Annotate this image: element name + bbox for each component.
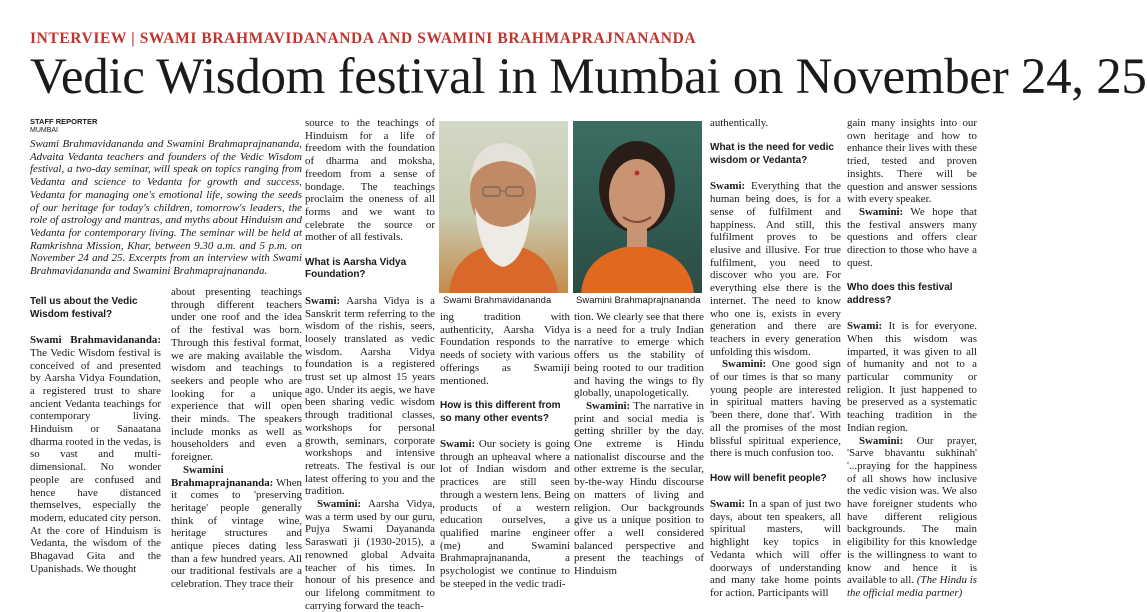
answer-text: When it comes to 'preserving heritage' people generally think of vintage wine, heritage structures and antique pieces dating less than a few hundred years. All our traditional festivals are a celebration. They trace their <box>171 476 302 591</box>
speaker-name: Swamini: <box>859 205 904 218</box>
answer-text: One good sign of our times is that so many young people are interested in spiritual matters having 'been there, done that'. With all the promises of the most blissful spiritual experience, there is much confusion too. <box>710 358 841 460</box>
question: Tell us about the Vedic Wisdom festival? <box>30 296 138 320</box>
speaker-name: Swamini: <box>586 399 631 412</box>
answer-paragraph <box>30 334 161 575</box>
question: Who does this festival address? <box>847 282 953 306</box>
answer-paragraph <box>710 180 841 358</box>
paragraph: source to the teachings of Hinduism for a life of freedom with the foundation of dharma and moksha, freedom from a sense of bondage. The teachings proclaim the oneness of all forms and we want to celebrate the source or mother of all festivals. <box>305 117 435 244</box>
column-3 <box>305 117 436 612</box>
answer-text: Aarsha Vidya, was a term used by our guru, Pujya Swami Dayananda Saraswati ji (1930-2015), a renowned global Advaita teacher of his times. In honour of his presence and our lifelong commitment to carrying forward the teach- <box>305 498 435 612</box>
answer-text: Everything that the human being does, is for a sense of fulfilment and happiness. And still, this fulfilment proves to be elusive and illusive. For true fulfilment, you need to discover who you are. For everything else there is the internet. The need to know who one is, exists in every generation and there are teachers in every generation unfolding this wisdom. <box>710 180 841 358</box>
byline-place: MUMBAI <box>30 127 58 134</box>
speaker-name: Swami: <box>440 438 476 450</box>
speaker-name: Swami: <box>710 498 746 511</box>
section-kicker: INTERVIEW | SWAMI BRAHMAVIDANANDA AND SWAMINI BRAHMAPRAJNANANDA <box>30 30 697 47</box>
paragraph: gain many insights into our own heritage and how to enhance their lives with these tried, tested and proven insights. There will be question and answer sessions with every speaker. <box>847 117 977 206</box>
answer-paragraph <box>305 498 435 612</box>
answer-paragraph <box>710 358 841 460</box>
answer-text: In a span of just two days, about ten speakers, all spiritual masters, will highlight key topics in Vedanta which will offer doorways of understanding and many take home points for action. Participants will <box>710 498 841 599</box>
answer-paragraph <box>440 438 570 590</box>
question: What is Aarsha Vidya Foundation? <box>305 256 407 281</box>
media-partner-credit: (The Hindu is the official media partner) <box>847 574 978 599</box>
answer-paragraph <box>847 206 977 270</box>
photo-caption-1: Swami Brahmavidananda <box>443 295 552 306</box>
question: How will benefit people? <box>710 472 827 484</box>
intro-paragraph: Swami Brahmavidananda and Swamini Brahmaprajnananda, Advaita Vedanta teachers and founders of the Vedic Wisdom festival, a two-day seminar, will speak on topics ranging from Vedanta and science to Vedanta for growth and success, Vedanta for managing one's emotional life, sowing the seeds of our heritage for today's children, tomorrow's leaders, the role of astrology and mantras, and myths about Hinduism and Vedanta for contemporary living. The seminar will be held at Ramkrishna Mission, Khar, between 9.30 a.m. and 5 p.m. on November 24 and 25. Excerpts from an interview with Swami Brahmavidananda and Swamini Brahmaprajnananda. <box>30 138 302 278</box>
paragraph: about presenting teachings through different teachers under one roof and the idea of the festival was born. Through this festival format, we are making available the wisdom and teachings to seekers and people who are looking for a unique experience that will open their minds. The speakers include monks as well as householders and even a foreigner. <box>171 286 302 464</box>
question: What is the need for vedic wisdom or Vedanta? <box>710 142 834 167</box>
byline-role: STAFF REPORTER <box>30 117 98 126</box>
answer-text: Our prayer, 'Sarve bhavantu sukhinah' '...praying for the happiness of all shows how inclusive the vedic vision was. We also have foreigner students who have different religious backgrounds. The main eligibility for this knowledge is the willingness to want to know and hence it is available to all. <box>847 434 977 587</box>
photo-swamini-brahmaprajnananda <box>573 121 702 293</box>
speaker-name: Swamini: <box>317 498 362 511</box>
photo-caption-2: Swamini Brahmaprajnananda <box>576 295 701 306</box>
speaker-name: Swamini Brahmaprajnananda: <box>171 463 274 489</box>
answer-text: Aarsha Vidya is a Sanskrit term referring to the wisdom of the rishis, seers, loosely translated as vedic wisdom. Aarsha Vidya foundation is a registered trust set up almost 15 years ago. Under its aegis, we have been sharing vedic wisdom through traditional classes, workshops for personal growth, seminars, corporate workshops and intensive retreats. The festival is our latest offering to you and the tradition. <box>305 294 436 498</box>
answer-text: Our society is going through an upheaval where a lot of Indian wisdom and practices are still seen through a western lens. Being products of a western education ourselves, a qualified marine engineer (me) and Swamini Brahmaprajnananda, a psychologist we continue to be steeped in the vedic tradi- <box>440 438 570 590</box>
column-7 <box>847 117 978 599</box>
speaker-name: Swami: <box>847 320 883 333</box>
column-2 <box>171 286 302 591</box>
answer-paragraph <box>305 295 435 498</box>
answer-text: The Vedic Wisdom festival is conceived of and presented by Aarsha Vidya Foundation, a registered trust to share ancient Vedanta teachings for contemporary living. Hinduism or Sanaatana dharma rooted in the vedas, is so vast and multi-dimensional. No wonder people are confused and hence have distanced themselves, especially the modern, educated city person. At the core of Hinduism is Vedanta, the wisdom of the Bhagavad Gita and the Upanishads. We thought <box>30 346 161 575</box>
answer-text: The narrative in print and social media is getting shriller by the day. One extreme is Hindu nationalist discourse and the other extreme is the secular, by-the-way Hindu discourse on matters of living and religion. Our backgrounds give us a unique position to offer a well considered balanced perspective and present the teachings of Hinduism <box>574 399 704 578</box>
article-headline: Vedic Wisdom festival in Mumbai on November 24, 25 <box>30 49 1147 105</box>
paragraph: tion. We clearly see that there is a need for a truly Indian narrative to emerge which offers us the stability of being rooted to our tradition and having the wings to fly globally, unapologetically. <box>574 311 704 400</box>
portrait-man-illustration <box>439 121 568 293</box>
intro-block <box>30 117 302 287</box>
answer-paragraph <box>171 464 302 591</box>
speaker-name: Swamini: <box>722 358 767 371</box>
paragraph: ing tradition with authenticity, Aarsha Vidya Foundation responds to the needs of society with various offerings as Swamiji mentioned. <box>440 311 570 387</box>
column-1 <box>30 296 161 586</box>
speaker-name: Swami Brahmavidananda: <box>30 334 161 347</box>
paragraph: authentically. <box>710 117 769 129</box>
portrait-woman-illustration <box>573 121 702 293</box>
column-4 <box>440 311 570 590</box>
column-5 <box>574 311 704 586</box>
answer-paragraph <box>710 498 841 600</box>
speaker-name: Swamini: <box>859 434 904 447</box>
answer-paragraph <box>847 320 977 434</box>
speaker-name: Swami: <box>305 294 341 307</box>
answer-paragraph <box>847 435 977 600</box>
answer-text: We hope that the festival answers many questions and offers clear direction to those who have a quest. <box>847 205 978 269</box>
column-6 <box>710 117 841 599</box>
photo-swami-brahmavidananda <box>439 121 568 293</box>
answer-text: It is for everyone. When this wisdom was imparted, it was given to all of humanity and not to a particular community or religion. It just happened to be preserved as a systematic teaching tradition in the Indian region. <box>847 320 977 434</box>
question: How is this different from so many other events? <box>440 399 561 424</box>
answer-paragraph <box>574 400 704 578</box>
speaker-name: Swami: <box>710 180 746 193</box>
